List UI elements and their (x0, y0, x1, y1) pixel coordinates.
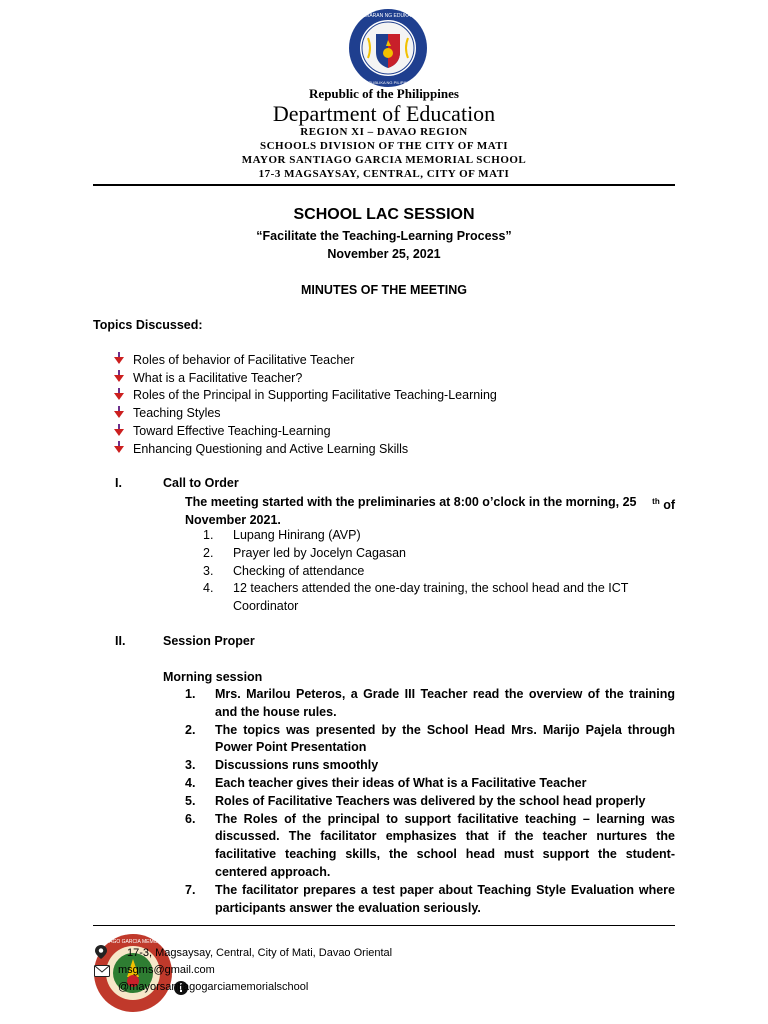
list-item (203, 580, 675, 616)
department-title: Department of Education (272, 101, 496, 126)
footer-address: 17-3, Magsaysay, Central, City of Mati, Davao Oriental (127, 947, 393, 959)
session-proper-list (185, 686, 675, 917)
list-item (203, 545, 675, 563)
arrow-bullet-icon (113, 441, 133, 456)
item-text: Lupang Hinirang (AVP) (233, 528, 361, 542)
region-label: REGION XI – DAVAO REGION (300, 126, 468, 138)
list-item (185, 686, 675, 722)
item-number: 3. (203, 563, 214, 578)
item-number: 7. (185, 882, 196, 897)
location-pin-icon (95, 945, 107, 959)
arrow-bullet-icon (113, 352, 133, 367)
arrow-bullet-icon (113, 370, 133, 385)
arrow-bullet-icon (113, 424, 133, 439)
list-item (113, 404, 497, 422)
section-number: II. (115, 634, 126, 648)
item-text: Roles of Facilitative Teachers was delivered by the school head properly (215, 793, 646, 808)
school-name: MAYOR SANTIAGO GARCIA MEMORIAL SCHOOL (241, 154, 527, 166)
item-number: 6. (185, 811, 196, 826)
session-theme: “Facilitate the Teaching-Learning Process” (256, 229, 512, 243)
arrow-bullet-icon (113, 406, 133, 421)
subsection-title: Morning session (163, 670, 263, 684)
item-text: 12 teachers attended the one-day training, the school head and the ICT Coordinator (233, 581, 629, 614)
item-text: The topics was presented by the School Head Mrs. Marijo Pajela through Power Point Presentation (215, 722, 675, 755)
arrow-bullet-icon (113, 388, 133, 403)
session-title: SCHOOL LAC SESSION (293, 206, 475, 223)
seal-text-top: KAGAWARAN NG EDUKASYON (351, 13, 425, 19)
paragraph-text: The meeting started with the preliminaries at 8:00 o’clock in the morning, 25 (185, 495, 637, 509)
footer-email[interactable]: msgms@gmail.com (118, 964, 215, 976)
item-text: Discussions runs smoothly (215, 758, 379, 773)
topic-label: Teaching Styles (133, 406, 221, 421)
preliminaries-list (203, 527, 675, 616)
header-divider (93, 184, 675, 186)
paragraph-text-line2: November 2021. (185, 513, 281, 527)
session-date: November 25, 2021 (327, 247, 441, 261)
list-item (185, 757, 675, 775)
item-number: 5. (185, 793, 196, 808)
list-item (185, 882, 675, 918)
topic-label: Toward Effective Teaching-Learning (133, 424, 331, 439)
item-number: 1. (203, 528, 214, 542)
paragraph-text-end: of (659, 498, 675, 513)
list-item (185, 722, 675, 758)
item-number: 1. (185, 687, 196, 701)
email-icon (94, 965, 110, 977)
call-to-order-paragraph (185, 493, 675, 511)
item-text: Mrs. Marilou Peteros, a Grade III Teacher read the overview of the training and the house rules. (215, 687, 675, 719)
logo-text: MAYOR SANTIAGO GARCIA MEMORIAL SCHOOL (75, 939, 191, 945)
item-text: Prayer led by Jocelyn Cagasan (233, 545, 407, 560)
list-item (203, 563, 675, 581)
list-item (113, 387, 497, 405)
footer-facebook[interactable]: @mayorsantiagogarciamemorialschool (118, 981, 309, 993)
topic-label: Enhancing Questioning and Active Learning Skills (133, 441, 409, 456)
section-title: Call to Order (163, 476, 239, 490)
list-item (113, 351, 497, 369)
section-title: Session Proper (163, 634, 255, 648)
topic-label: Roles of the Principal in Supporting Facilitative Teaching-Learning (133, 388, 497, 403)
item-number: 2. (185, 722, 196, 737)
item-text: The Roles of the principal to support facilitative teaching – learning was discussed. The facilitator emphasizes that if the teacher nurtures the facilitative teaching skills, the school head must support the student-centered approach. (215, 811, 675, 879)
item-text: Each teacher gives their ideas of What is a Facilitative Teacher (215, 775, 587, 790)
list-item (113, 440, 497, 458)
minutes-heading: MINUTES OF THE MEETING (301, 283, 467, 297)
list-item (185, 793, 675, 811)
list-item (185, 811, 675, 882)
deped-seal-logo (348, 8, 428, 88)
item-text: Checking of attendance (233, 563, 365, 578)
topics-list (113, 351, 497, 458)
section-number: I. (115, 476, 122, 490)
item-number: 4. (185, 775, 196, 790)
item-number: 3. (185, 758, 196, 773)
item-number: 4. (203, 581, 214, 596)
topic-label: Roles of behavior of Facilitative Teacher (133, 352, 355, 367)
list-item (185, 775, 675, 793)
division-label: SCHOOLS DIVISION OF THE CITY OF MATI (259, 140, 509, 152)
list-item (203, 527, 675, 545)
list-item (113, 422, 497, 440)
item-number: 2. (203, 545, 214, 560)
republic-label: Republic of the Philippines (309, 86, 459, 101)
footer-divider (93, 925, 675, 926)
ordinal-suffix: th (652, 497, 660, 506)
item-text: The facilitator prepares a test paper about Teaching Style Evaluation where participants answer the evaluation seriously. (215, 882, 675, 915)
seal-text-bottom: REPUBLIKA NG PILIPINAS (363, 80, 413, 85)
topics-heading: Topics Discussed: (93, 318, 203, 332)
topic-label: What is a Facilitative Teacher? (133, 370, 303, 385)
school-address: 17-3 MAGSAYSAY, CENTRAL, CITY OF MATI (258, 168, 510, 180)
list-item (113, 369, 497, 387)
